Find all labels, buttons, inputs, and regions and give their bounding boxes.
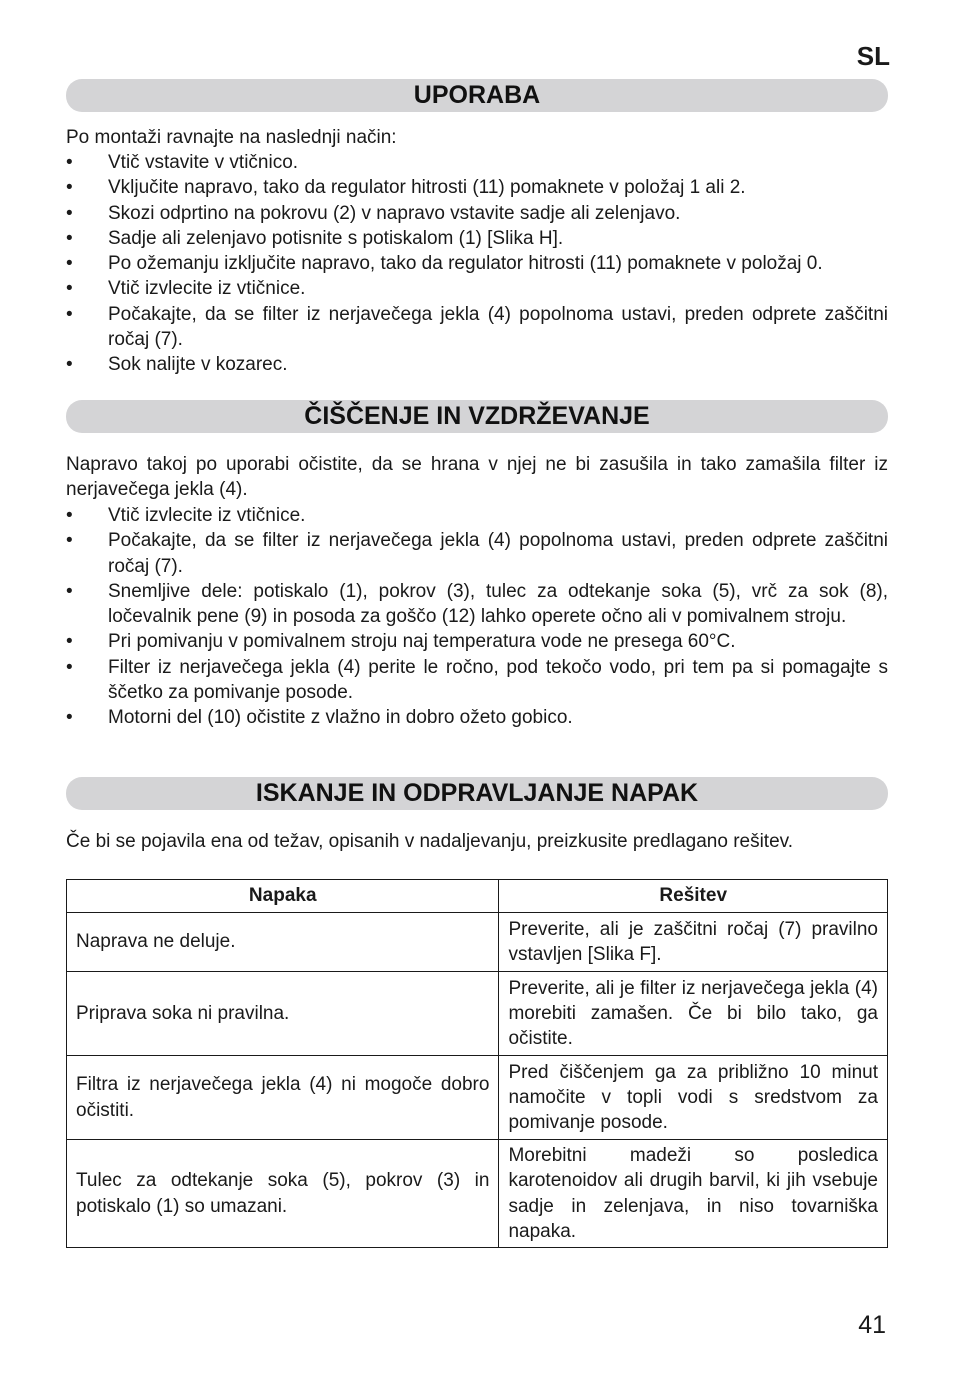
list-item: • Vključite napravo, tako da regulator hitrosti (11) pomaknete v položaj 1 ali 2. — [66, 177, 746, 199]
solution-cell: Morebitni madeži so posledica karotenoidov ali drugih barvil, ki jih vsebuje sadje in zelenjava, in niso tovarniška napaka. — [499, 1140, 888, 1248]
solution-cell: Preverite, ali je filter iz nerjavečega jekla (4) morebiti zamašen. Če bi bilo tako, ga očistite. — [499, 972, 888, 1056]
list-item: • Sok nalijte v kozarec. — [66, 354, 288, 376]
list-item: • Skozi odprtino na pokrovu (2) v napravo vstavite sadje ali zelenjavo. — [66, 202, 681, 224]
list-item: • Vtič vstavite v vtičnico. — [66, 152, 299, 173]
list-item: • Motorni del (10) očistite z vlažno in dobro ožeto gobico. — [66, 707, 573, 729]
column-header-solution: Rešitev — [499, 880, 888, 913]
section-header-cleaning: ČIŠČENJE IN VZDRŽEVANJE — [66, 400, 888, 433]
solution-cell: Pred čiščenjem ga za približno 10 minut namočite v topli vodi s sredstvom za pomivanje posode. — [499, 1056, 888, 1140]
table-header-row — [67, 880, 888, 913]
list-item: • Vtič izvlecite iz vtičnice. — [66, 278, 306, 300]
list-item: • Filter iz nerjavečega jekla (4) perite le ročno, pod tekočo vodo, pri tem pa si pomagajte s ščetko za pomivanje posode. — [66, 656, 888, 704]
section-header-usage: UPORABA — [66, 79, 888, 112]
usage-list — [66, 150, 888, 378]
problem-cell: Naprava ne deluje. — [67, 913, 499, 972]
table-row — [67, 1140, 888, 1248]
troubleshooting-intro: Če bi se pojavila ena od težav, opisanih v nadaljevanju, preizkusite predlagano rešitev. — [66, 831, 794, 852]
table-row — [67, 913, 888, 972]
usage-intro: Po montaži ravnajte na naslednji način: — [66, 127, 397, 148]
problem-cell: Filtra iz nerjavečega jekla (4) ni mogoče dobro očistiti. — [67, 1056, 499, 1140]
list-item: • Vtič izvlecite iz vtičnice. — [66, 505, 306, 526]
list-item: • Snemljive dele: potiskalo (1), pokrov (3), tulec za odtekanje soka (5), vrč za sok (8), ločevalnik pene (9) in posoda za goščo (12) lahko operete očno ali v pomivalnem stroju. — [66, 580, 888, 628]
solution-cell: Preverite, ali je zaščitni ročaj (7) pravilno vstavljen [Slika F]. — [499, 913, 888, 972]
page-number: 41 — [858, 1311, 886, 1339]
problem-cell: Tulec za odtekanje soka (5), pokrov (3) in potiskalo (1) so umazani. — [67, 1140, 499, 1248]
list-item: • Počakajte, da se filter iz nerjavečega jekla (4) popolnoma ustavi, preden odprete zaščitni ročaj (7). — [66, 303, 888, 351]
cleaning-list — [66, 503, 888, 731]
list-item: • Po ožemanju izključite napravo, tako da regulator hitrosti (11) pomaknete v položaj 0. — [66, 253, 823, 275]
table-row — [67, 972, 888, 1056]
problem-cell: Priprava soka ni pravilna. — [67, 972, 499, 1056]
column-header-problem: Napaka — [67, 880, 499, 913]
language-code: SL — [856, 41, 890, 71]
cleaning-intro: Napravo takoj po uporabi očistite, da se hrana v njej ne bi zasušila in tako zamašila filter iz nerjavečega jekla (4). — [66, 454, 888, 501]
list-item: • Pri pomivanju v pomivalnem stroju naj temperatura vode ne presega 60°C. — [66, 631, 736, 653]
troubleshooting-table — [66, 879, 888, 1248]
section-header-troubleshooting: ISKANJE IN ODPRAVLJANJE NAPAK — [66, 777, 888, 810]
list-item: • Sadje ali zelenjavo potisnite s potiskalom (1) [Slika H]. — [66, 227, 564, 249]
table-row — [67, 1056, 888, 1140]
list-item: • Počakajte, da se filter iz nerjavečega jekla (4) popolnoma ustavi, preden odprete zaščitni ročaj (7). — [66, 530, 888, 577]
